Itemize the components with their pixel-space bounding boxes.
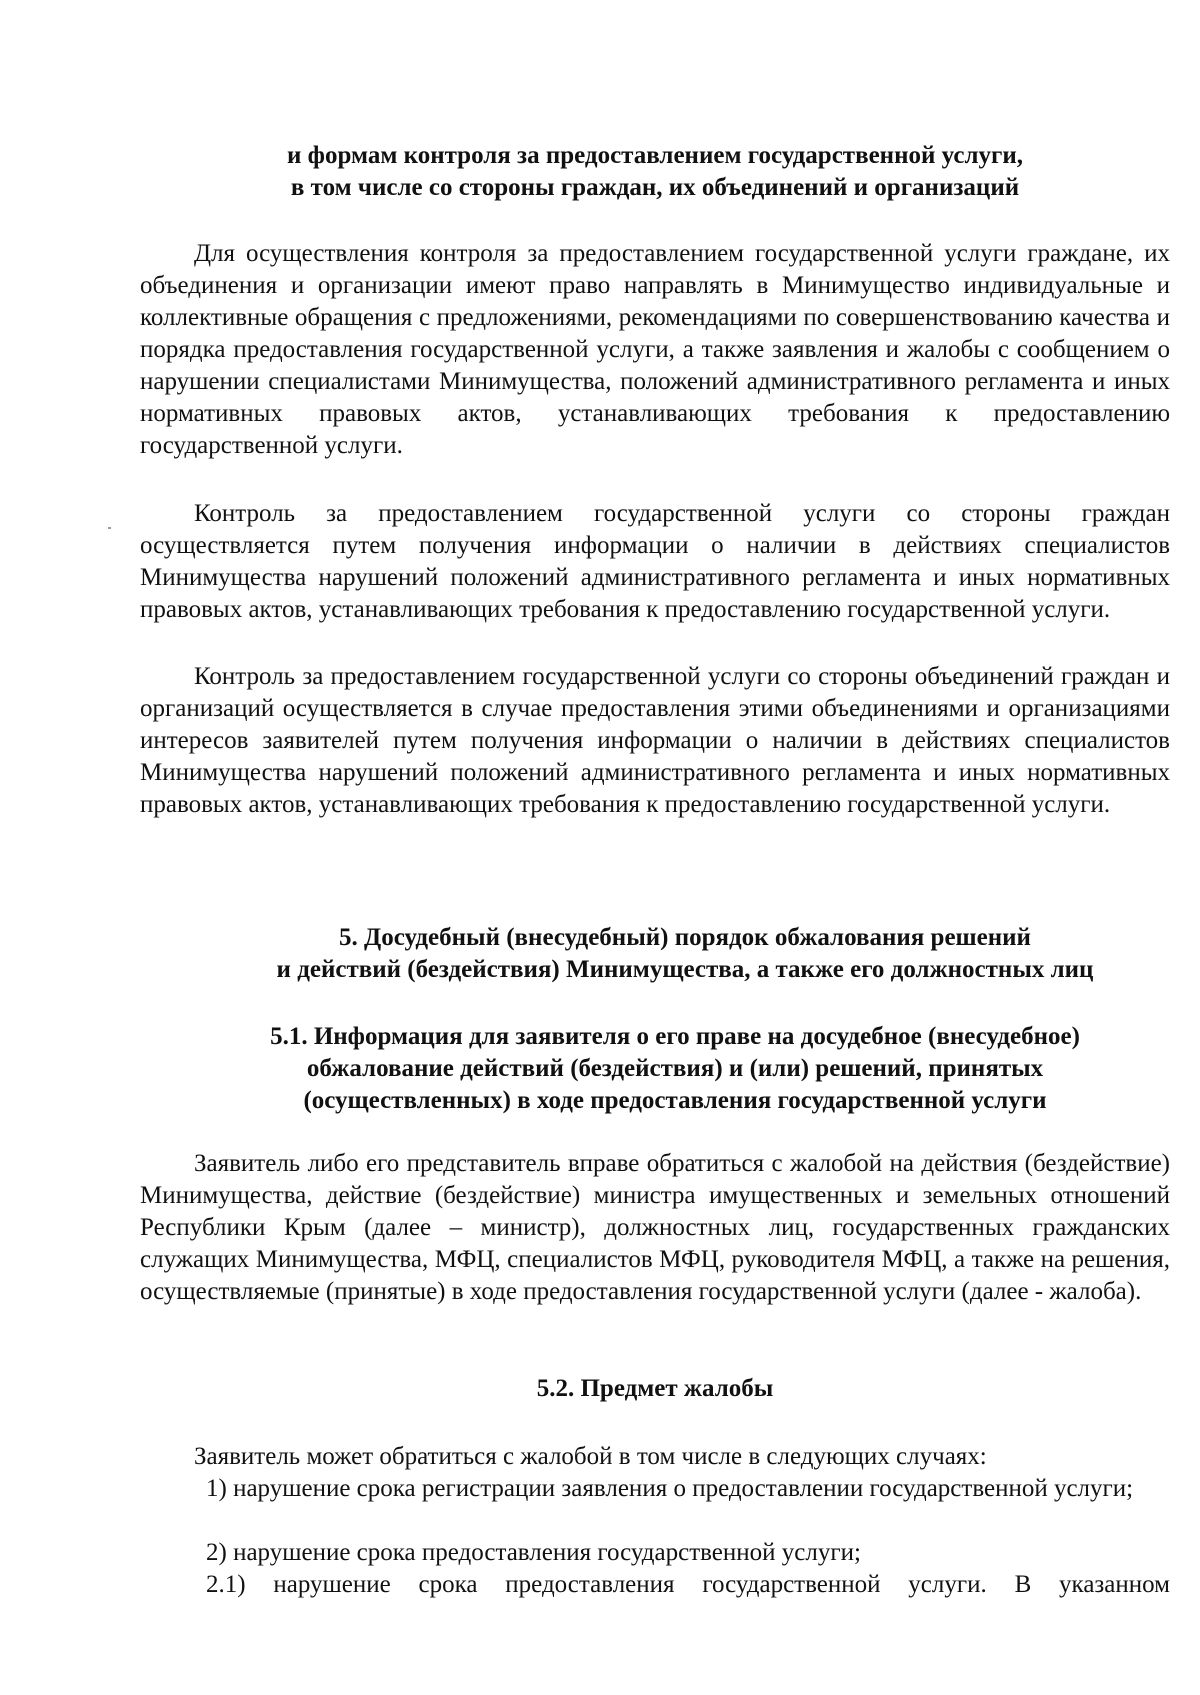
heading-line: 5. Досудебный (внесудебный) порядок обжалования решений xyxy=(339,924,1031,951)
section-heading-control-forms xyxy=(140,140,1170,204)
heading-line: (осуществленных) в ходе предоставления государственной услуги xyxy=(303,1087,1047,1114)
section-heading-5-1 xyxy=(160,1021,1190,1117)
list-item-2: 2) нарушение срока предоставления государственной услуги; xyxy=(206,1539,861,1566)
heading-line: в том числе со стороны граждан, их объединений и организаций xyxy=(290,174,1020,201)
heading-line: и действий (бездействия) Минимущества, а также его должностных лиц xyxy=(276,956,1094,983)
scan-margin-mark xyxy=(108,527,111,529)
paragraph-control-by-associations: Контроль за предоставлением государственной услуги со стороны объединений граждан и организаций осуществляется в случае предоставления этими объединениями и организациями интересов заявителей путем получения информации о наличии в действиях специалистов Минимущества нарушений положений административного регламента и иных нормативных правовых актов, устанавливающих требования к предоставлению государственной услуги. xyxy=(140,663,1170,818)
list-item-1: 1) нарушение срока регистрации заявления о предоставлении государственной услуги; xyxy=(206,1475,1134,1502)
heading-line: обжалование действий (бездействия) и (или) решений, принятых xyxy=(306,1055,1044,1082)
paragraph-control-by-citizens: Контроль за предоставлением государственной услуги со стороны граждан осуществляется путем получения информации о наличии в действиях специалистов Минимущества нарушений положений административного регламента и иных нормативных правовых актов, устанавливающих требования к предоставлению государственной услуги. xyxy=(140,500,1170,623)
section-heading-5 xyxy=(180,922,1190,986)
heading-line: и формам контроля за предоставлением государственной услуги, xyxy=(287,142,1023,169)
list-item-2-1: 2.1) нарушение срока предоставления государственной услуги. В указанном xyxy=(206,1571,1170,1598)
heading-line: 5.1. Информация для заявителя о его праве на досудебное (внесудебное) xyxy=(270,1023,1080,1050)
section-heading-5-2: 5.2. Предмет жалобы xyxy=(536,1375,774,1402)
paragraph-complaint-cases-intro: Заявитель может обратиться с жалобой в том числе в следующих случаях: xyxy=(194,1443,987,1470)
paragraph-applicant-right-to-complain: Заявитель либо его представитель вправе обратиться с жалобой на действия (бездействие) Минимущества, действие (бездействие) министра имущественных и земельных отношений Республики Крым (далее – министр), должностных лиц, государственных гражданских служащих Минимущества, МФЦ, специалистов МФЦ, руководителя МФЦ, а также на решения, осуществляемые (принятые) в ходе предоставления государственной услуги (далее - жалоба). xyxy=(140,1150,1170,1305)
paragraph-citizens-right-to-appeal: Для осуществления контроля за предоставлением государственной услуги граждане, их объединения и организации имеют право направлять в Минимущество индивидуальные и коллективные обращения с предложениями, рекомендациями по совершенствованию качества и порядка предоставления государственной услуги, а также заявления и жалобы с сообщением о нарушении специалистами Минимущества, положений административного регламента и иных нормативных правовых актов, устанавливающих требования к предоставлению государственной услуги. xyxy=(140,240,1170,459)
